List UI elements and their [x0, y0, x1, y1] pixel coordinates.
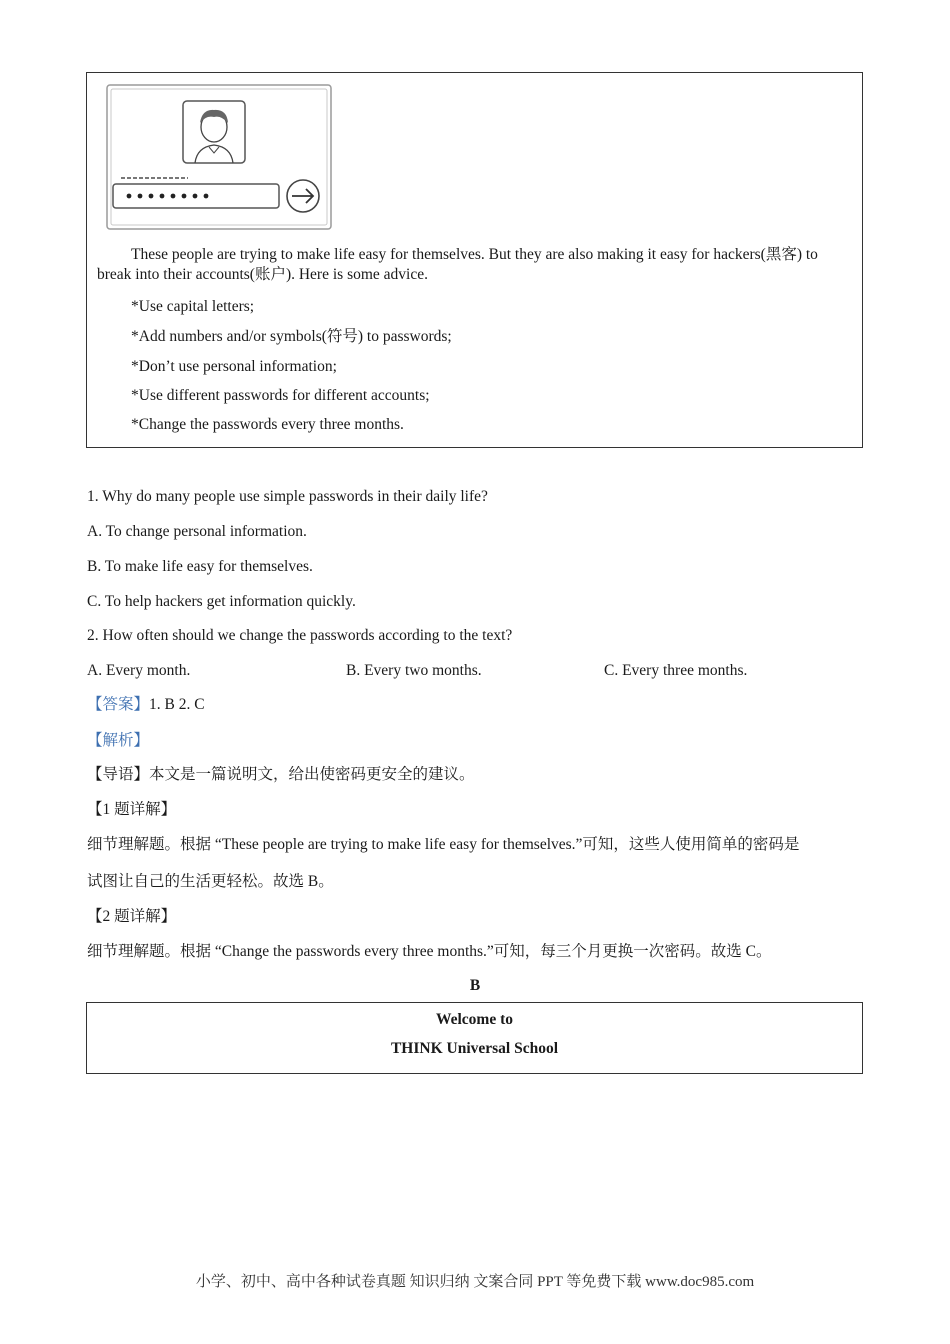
- question-1-option-a: A. To change personal information.: [87, 523, 307, 540]
- login-illustration: [103, 81, 335, 233]
- tip-item: *Add numbers and/or symbols(符号) to passwords;: [131, 328, 452, 345]
- welcome-box: [86, 1002, 863, 1074]
- question-1-option-c: C. To help hackers get information quickly.: [87, 593, 356, 610]
- answer-line: [87, 695, 205, 715]
- question-1-stem: 1. Why do many people use simple passwords in their daily life?: [87, 488, 488, 505]
- analysis-label: 【解析】: [87, 732, 150, 749]
- welcome-line: Welcome to: [435, 1011, 514, 1028]
- answer-label: 【答案】: [87, 696, 150, 713]
- avatar-icon: [183, 101, 245, 163]
- tip-item: *Change the passwords every three months.: [131, 416, 404, 433]
- analysis-intro: 【导语】本文是一篇说明文，给出使密码更安全的建议。: [87, 766, 475, 783]
- passage-paragraph: These people are trying to make life easy for themselves. But they are also making it easy for hackers(黑客) to break into their accounts(账户). Here is some advice.: [97, 246, 818, 283]
- question-1-option-b: B. To make life easy for themselves.: [87, 558, 313, 575]
- q2-detail-title: 【2 题详解】: [87, 908, 177, 925]
- passage-box: [86, 72, 863, 448]
- answer-text: 1. B 2. C: [149, 696, 205, 713]
- school-name: THINK Universal School: [390, 1040, 559, 1057]
- page-footer: 小学、初中、高中各种试卷真题 知识归纳 文案合同 PPT 等免费下载 www.doc985.com: [195, 1274, 755, 1290]
- tip-item: *Use different passwords for different accounts;: [131, 387, 430, 404]
- q1-detail-title: 【1 题详解】: [87, 801, 177, 818]
- question-2-option-b: B. Every two months.: [346, 662, 482, 679]
- tip-item: *Don’t use personal information;: [131, 358, 337, 375]
- arrow-right-icon: [287, 180, 319, 212]
- password-dots: [127, 194, 209, 199]
- question-2-option-c: C. Every three months.: [604, 662, 748, 679]
- question-2-option-a: A. Every month.: [87, 662, 191, 679]
- q1-detail-line: 细节理解题。根据 “These people are trying to make life easy for themselves.”可知，这些人使用简单的密码是: [87, 836, 800, 853]
- question-2-stem: 2. How often should we change the passwords according to the text?: [87, 627, 513, 644]
- tip-item: *Use capital letters;: [131, 298, 255, 315]
- q1-detail-line: 试图让自己的生活更轻松。故选 B。: [87, 873, 334, 890]
- q2-detail-line: 细节理解题。根据 “Change the passwords every three months.”可知，每三个月更换一次密码。故选 C。: [87, 943, 772, 960]
- section-letter: B: [469, 977, 481, 994]
